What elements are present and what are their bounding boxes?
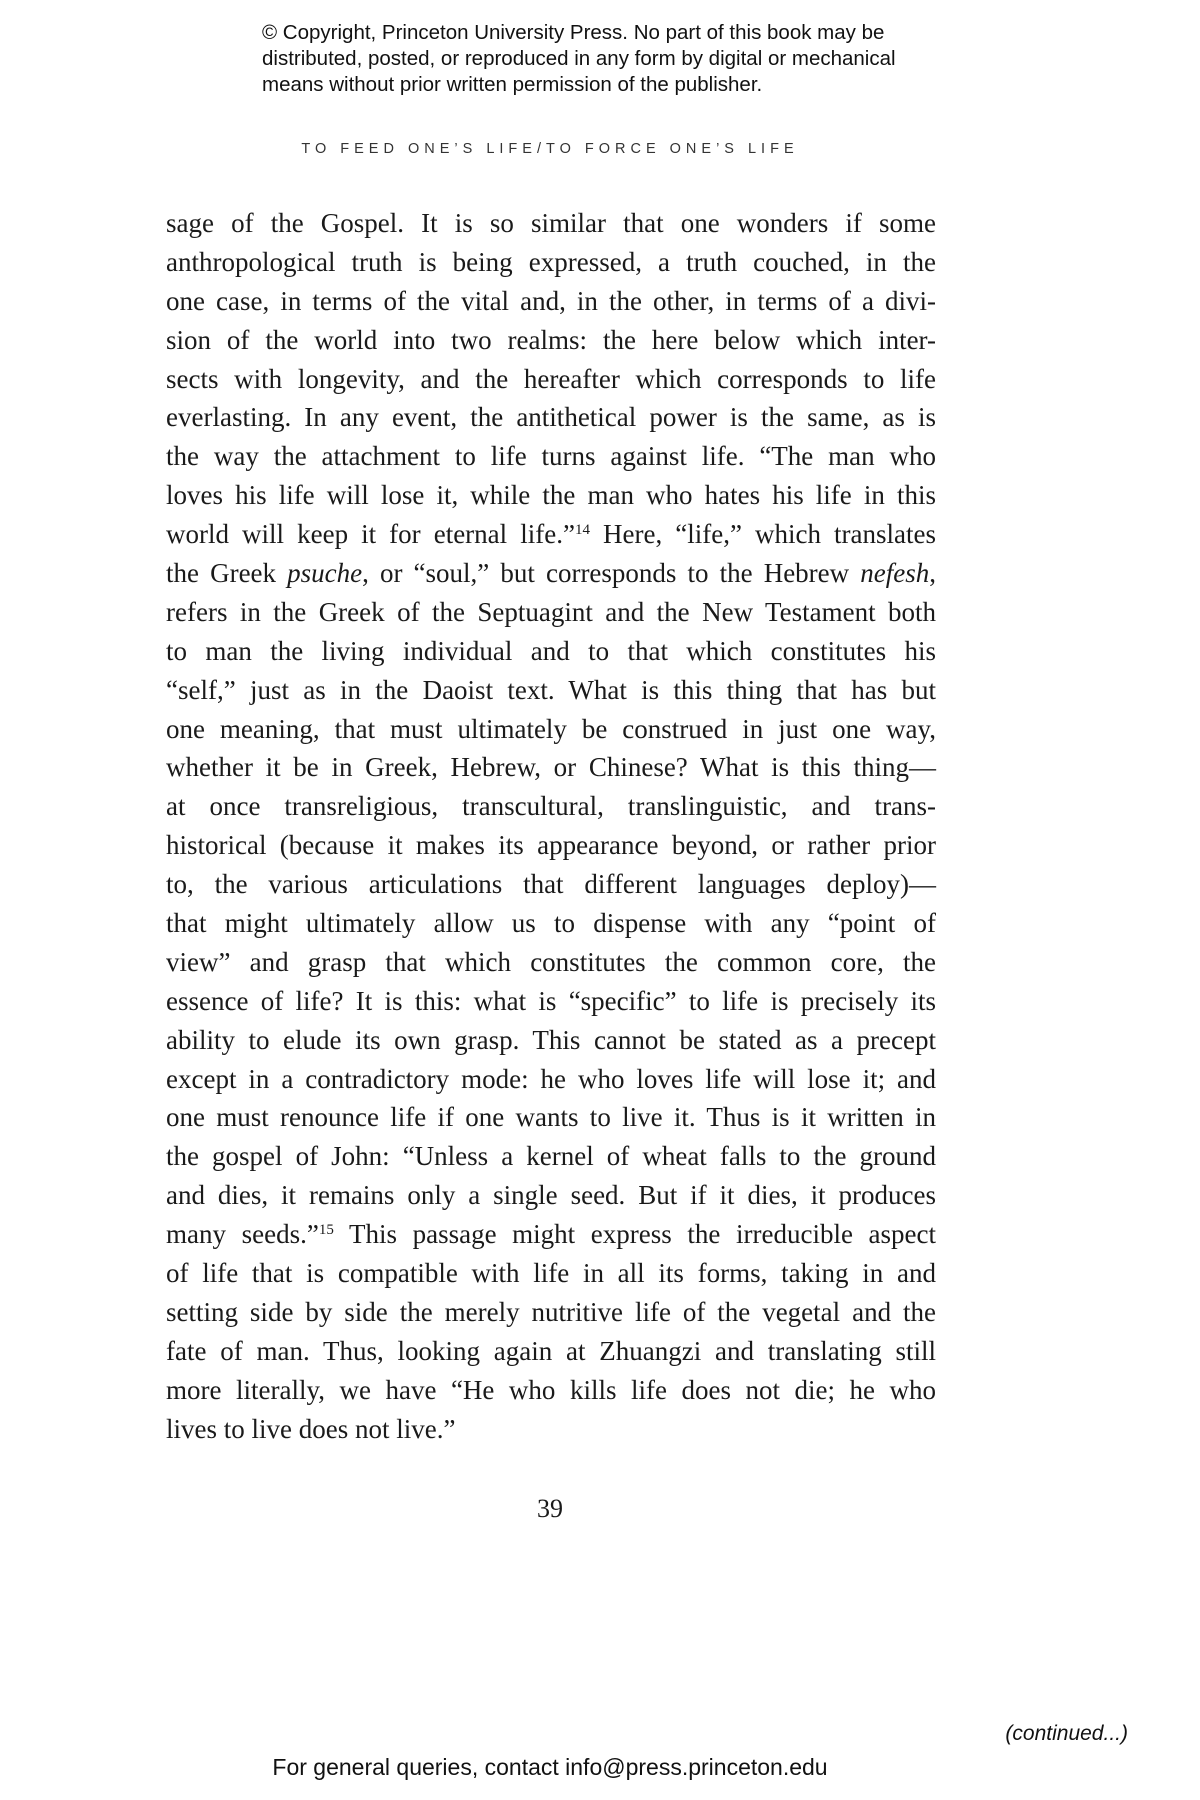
text-line: “self,” just as in the Daoist text. What is this thing that has but	[166, 674, 936, 705]
text-line: one meaning, that must ultimately be construed in just one way,	[166, 713, 936, 744]
text-line: one must renounce life if one wants to live it. Thus is it written in	[166, 1102, 936, 1133]
text-line: historical (because it makes its appearance beyond, or rather prior	[166, 830, 936, 861]
text-line: anthropological truth is being expressed, a truth couched, in the	[166, 246, 936, 277]
text-line: and dies, it remains only a single seed. But if it dies, it produces	[166, 1180, 936, 1211]
text-line: sage of the Gospel. It is so similar that one wonders if some	[166, 208, 936, 238]
footnote-ref-14: 14	[574, 522, 590, 539]
text-run: the Greek	[166, 558, 288, 589]
text-run: Here, “life,” which translates	[589, 519, 936, 550]
text-line: loves his life will lose it, while the man who hates his life in this	[166, 480, 936, 511]
text-line: that might ultimately allow us to dispense with any “point of	[166, 908, 936, 939]
text-line: sects with longevity, and the hereafter which corresponds to life	[166, 363, 936, 394]
body-text	[166, 204, 936, 1449]
text-run: This passage might express the irreducible aspect	[333, 1219, 937, 1250]
text-line: essence of life? It is this: what is “specific” to life is precisely its	[166, 985, 936, 1016]
text-line: whether it be in Greek, Hebrew, or Chinese? What is this thing—	[166, 752, 936, 783]
text-line: refers in the Greek of the Septuagint and the New Testament both	[166, 596, 936, 627]
text-line: at once transreligious, transcultural, translinguistic, and trans-	[166, 791, 936, 822]
text-line: more literally, we have “He who kills life does not die; he who	[166, 1374, 936, 1405]
text-line: fate of man. Thus, looking again at Zhuangzi and translating still	[166, 1335, 936, 1366]
text-run: ,	[929, 558, 936, 589]
text-line: view” and grasp that which constitutes the common core, the	[166, 946, 936, 977]
text-run: world will keep it for eternal life.”	[166, 519, 575, 550]
text-line	[166, 554, 936, 593]
contact-line: For general queries, contact info@press.princeton.edu	[272, 1754, 828, 1780]
text-line: the gospel of John: “Unless a kernel of wheat falls to the ground	[166, 1141, 936, 1172]
text-line: except in a contradictory mode: he who loves life will lose it; and	[166, 1063, 936, 1094]
footnote-ref-15: 15	[318, 1222, 334, 1239]
copyright-line: means without prior written permission of the publisher.	[262, 73, 763, 96]
text-line: setting side by side the merely nutritive life of the vegetal and the	[166, 1296, 936, 1327]
italic-term-psuche: psuche	[287, 558, 363, 589]
text-line: of life that is compatible with life in all its forms, taking in and	[166, 1258, 936, 1289]
text-run: , or “soul,” but corresponds to the Hebrew	[362, 558, 861, 589]
text-line: the way the attachment to life turns against life. “The man who	[166, 441, 936, 472]
text-line	[166, 1215, 936, 1254]
text-line: one case, in terms of the vital and, in the other, in terms of a divi-	[166, 285, 936, 316]
text-line: to, the various articulations that different languages deploy)—	[166, 869, 936, 900]
text-line: sion of the world into two realms: the here below which inter-	[166, 324, 936, 355]
copyright-notice	[262, 20, 1022, 98]
continued-note: (continued...)	[1005, 1722, 1128, 1745]
copyright-line: © Copyright, Princeton University Press. No part of this book may be	[262, 21, 885, 44]
text-line: lives to live does not live.”	[166, 1413, 456, 1444]
copyright-line: distributed, posted, or reproduced in any form by digital or mechanical	[262, 47, 896, 70]
text-run: many seeds.”	[166, 1219, 319, 1250]
text-line: ability to elude its own grasp. This cannot be stated as a precept	[166, 1024, 936, 1055]
text-line: everlasting. In any event, the antithetical power is the same, as is	[166, 402, 936, 433]
running-head: TO FEED ONE’S LIFE/TO FORCE ONE’S LIFE	[301, 141, 799, 157]
page-number: 39	[537, 1494, 563, 1523]
text-line	[166, 515, 936, 554]
italic-term-nefesh: nefesh	[860, 558, 930, 589]
text-line: to man the living individual and to that which constitutes his	[166, 635, 936, 666]
